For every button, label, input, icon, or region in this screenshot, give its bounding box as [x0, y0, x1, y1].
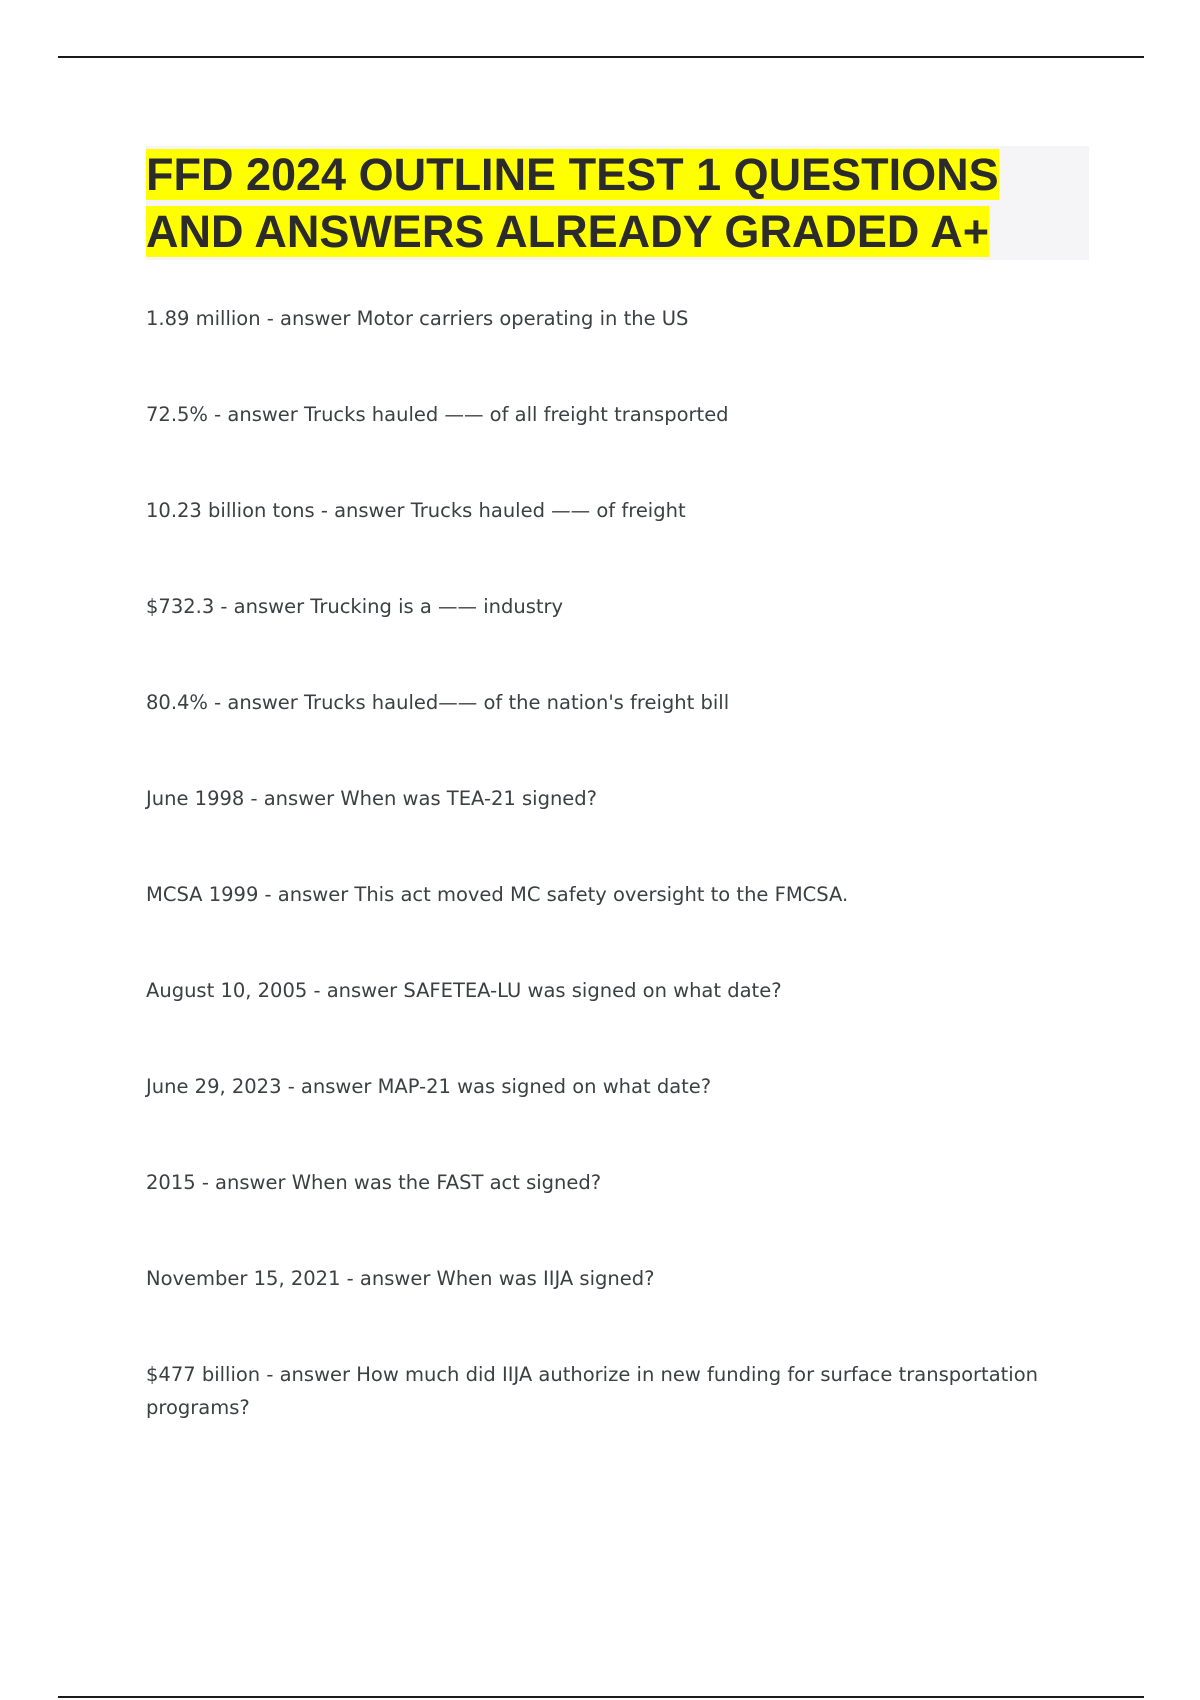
qa-item: November 15, 2021 - answer When was IIJA signed?	[146, 1267, 655, 1290]
qa-item: 2015 - answer When was the FAST act signed?	[146, 1171, 602, 1194]
qa-item: 72.5% - answer Trucks hauled —— of all freight transported	[146, 403, 729, 426]
qa-item: 10.23 billion tons - answer Trucks hauled —— of freight	[146, 499, 686, 522]
qa-item: June 1998 - answer When was TEA-21 signed?	[146, 787, 598, 810]
qa-item: $477 billion - answer How much did IIJA authorize in new funding for surface transportation programs?	[146, 1363, 1039, 1419]
document-title	[146, 146, 1089, 260]
title-line-2: AND ANSWERS ALREADY GRADED A+	[146, 206, 989, 257]
qa-item: 1.89 million - answer Motor carriers operating in the US	[146, 307, 689, 330]
qa-item: August 10, 2005 - answer SAFETEA-LU was signed on what date?	[146, 979, 782, 1002]
title-line-1: FFD 2024 OUTLINE TEST 1 QUESTIONS	[146, 149, 999, 200]
qa-item: MCSA 1999 - answer This act moved MC safety oversight to the FMCSA.	[146, 883, 849, 906]
qa-item: $732.3 - answer Trucking is a —— industry	[146, 595, 564, 618]
header-rule	[58, 56, 1144, 58]
qa-item: June 29, 2023 - answer MAP-21 was signed on what date?	[146, 1075, 712, 1098]
qa-item: 80.4% - answer Trucks hauled—— of the nation's freight bill	[146, 691, 730, 714]
qa-list	[146, 302, 1066, 1487]
title-block	[146, 146, 1089, 260]
footer-rule	[58, 1696, 1144, 1698]
